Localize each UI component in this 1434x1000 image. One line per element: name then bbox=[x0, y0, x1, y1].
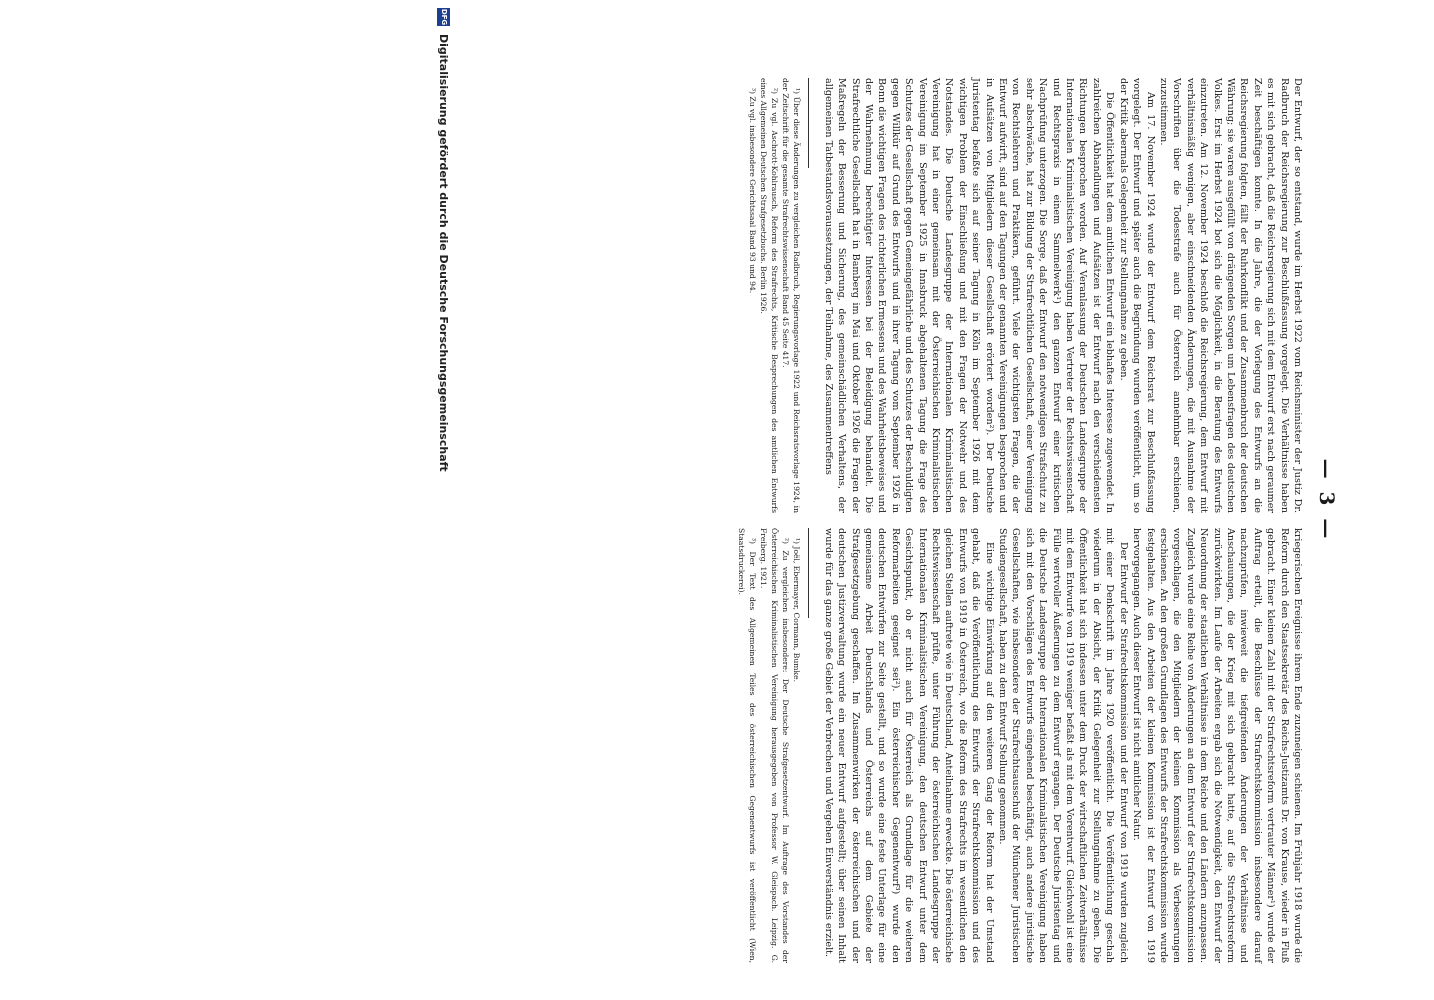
right-column bbox=[736, 528, 1304, 963]
footnote-divider bbox=[808, 528, 809, 618]
digitization-credit bbox=[434, 0, 454, 1000]
paragraph: Der Entwurf der Strafrechtskommission und der Entwurf von 1919 wurden zugleich mit einer Denkschrift im Jahre 1920 veröffentlicht. Die Veröffentlichung geschah wiederum in der Absicht, der Kritik Gelegenheit zur Stellungnahme zu geben. Die Öffentlichkeit hat sich indessen unter dem Druck der wirtschaftlichen Zeitverhältnisse mit dem Entwurfe von 1919 weniger befaßt als mit dem Vorentwurf. Gleichwohl ist eine Fülle wertvoller Äußerungen zu dem Entwurf ergangen. Der Deutsche Juristentag und die Deutsche Landesgruppe der Internationalen Kriminalistischen Vereinigung haben sich mit den Vorschlägen des Entwurfs eingehend beschäftigt, auch andere juristische Gesellschaften, wie insbesondere der Strafrechtsausschuß der Münchener Juristischen Studiengesellschaft, haben zu dem Entwurf Stellung genommen. bbox=[997, 528, 1129, 963]
footnote-divider bbox=[808, 78, 809, 168]
paragraph: Am 17. November 1924 wurde der Entwurf dem Reichsrat zur Beschlußfassung vorgelegt. Der Entwurf und später auch die Begründung wurden veröffentlicht, um so der Kritik abermals Gelegenheit zur Stellungnahme zu geben. bbox=[1117, 78, 1156, 513]
paragraph: kriegerischen Ereignisse ihrem Ende zuzuneigen schienen. Im Frühjahr 1918 wurde die Reform durch den Staatssekretär des Reichs-Justizamts Dr. von Krause, wieder in Fluß gebracht. Einer kleinen Zahl mit der Strafrechtsreform vertrauter Männer¹) wurde der Auftrag erteilt, die Beschlüsse der Strafrechtskommission insbesondere darauf nachzuprüfen, inwieweit die tiefgreifenden Änderungen der Verhältnisse und Anschauungen, die der Krieg mit sich gebracht hatte, auf die Strafrechtsreform zurückwirkten. Im Laufe der Arbeiten ergab sich die Notwendigkeit, den Entwurf der Neuordnung der staatlichen Verhältnisse in dem Reiche und den Ländern anzupassen. Zugleich wurde eine Reihe von Änderungen an dem Entwurf der Strafrechtskommission vorgeschlagen, die den Mitgliedern der kleinen Kommission als Verbesserungen erschienen. An den großen Grundlagen des Entwurfs der Strafrechtskommission wurde festgehalten. Aus den Arbeiten der kleinen Kommission ist der Entwurf von 1919 hervorgegangen. Auch dieser Entwurf ist nicht amtlicher Natur. bbox=[1131, 528, 1303, 963]
left-column bbox=[747, 78, 1304, 513]
page-number: — 3 — bbox=[1315, 458, 1339, 542]
footnote: ³) Zu vgl. insbesondere Gerichtssaal Band 93 und 94. bbox=[748, 88, 758, 294]
dfg-logo: DFG bbox=[438, 8, 451, 26]
footnotes bbox=[747, 78, 802, 513]
paragraph: Die Öffentlichkeit hat dem amtlichen Entwurf ein lebhaftes Interesse zugewendet. In zahlreichen Abhandlungen und Aufsätzen ist der Entwurf nach den verschiedensten Richtungen besprochen worden. Auf Veranlassung der Deutschen Landesgruppe der Internationalen Kriminalistischen Vereinigung haben Vertreter der Rechtswissenschaft und Rechtspraxis in einem Sammelwerk¹) den ganzen Entwurf einer kritischen Nachprüfung unterzogen. Die Sorge, daß der Entwurf den notwendigen Strafschutz zu sehr abschwäche, hat zur Bildung der Strafrechtlichen Gesellschaft, einer Vereinigung von Rechtslehrern und Praktikern, geführt. Viele der wichtigsten Fragen, die der Entwurf aufwirft, sind auf den Tagungen der genannten Vereinigungen besprochen und in Aufsätzen von Mitgliedern dieser Gesellschaft erörtert worden²). Der Deutsche Juristentag befaßte sich auf seiner Tagung in Köln im September 1926 mit dem wichtigen Problem der Einschließung und mit den Fragen der Notwehr und des Notstandes. Die Deutsche Landesgruppe der Internationalen Kriminalistischen Vereinigung hat in einer gemeinsam mit der Österreichischen Kriminalistischen Vereinigung im September 1925 in Innsbruck abgehaltenen Tagung die Frage des Schutzes der Gesellschaft gegen Gemeingefährliche und des Schutzes der Beschuldigten gegen Willkür auf Grund des Entwurfs und in ihrer Tagung vom September 1926 in Bonn die wichtigen Fragen des richterlichen Ermessens und des Wahrheitsbeweises und der Wahrnehmung berechtigter Interessen bei der Beleidigung behandelt. Die Strafrechtliche Gesellschaft hat in Bamberg im Mai und Oktober 1926 die Fragen der Maßregeln der Besserung und Sicherung, des gemeinschädlichen Verhaltens, der allgemeinen Tatbestandsvoraussetzungen, der Teilnahme, des Zusammentreffens bbox=[822, 78, 1116, 513]
footnote: ²) Zu vgl. Aschrott-Kohlrausch, Reform des Strafrechts, Kritische Besprechungen des amtlichen Entwurfs eines Allgemeinen Deutschen Strafgesetzbuchs. Berlin 1926. bbox=[759, 78, 780, 513]
credit-text: Digitalisierung gefördert durch die Deutsche Forschungsgemeinschaft bbox=[437, 34, 451, 472]
footnotes bbox=[736, 528, 802, 963]
paragraph: Eine wichtige Einwirkung auf den weiteren Gang der Reform hat der Umstand gehabt, daß die Veröffentlichung des Entwurfs der Strafrechtskommission und des Entwurfs von 1919 in Österreich, wo die Reform des Strafrechts im wesentlichen den gleichen Stellen auftrete wie in Deutschland, Anteilnahme erweckte. Die österreichische Rechtswissenschaft prüfte, unter Führung der österreichischen Landesgruppe der Internationalen Kriminalistischen Vereinigung, den deutschen Entwurf unter dem Gesichtspunkt, ob er nicht auch für Österreich als Grundlage für die weiteren Reformarbeiten geeignet sei²). Ein österreichischer Gegenentwurf³) wurde den deutschen Entwürfen zur Seite gestellt, und so wurde eine feste Unterlage für eine gemeinsame Arbeit Deutschlands und Österreichs auf dem Gebiete der Strafgesetzgebung geschaffen. Im Zusammenwirken der österreichischen und der deutschen Justizverwaltung wurde ein neuer Entwurf aufgestellt; über seinen Inhalt wurde für das ganze große Gebiet der Verbrechen und Vergehen Einverständnis erzielt. bbox=[822, 528, 995, 963]
paragraph: Der Entwurf, der so entstand, wurde im Herbst 1922 vom Reichsminister der Justiz Dr. Radbruch der Reichsregierung zur Beschlußfassung vorgelegt. Die Verhältnisse haben es mit sich gebracht, daß die Reichsregierung sich mit dem Entwurf erst nach geraumer Zeit beschäftigen konnte. In die Jahre, die der Vorlegung des Entwurfs an die Reichsregierung folgten, fällt der Ruhrkonflikt und der Zusammenbruch der deutschen Währung; sie waren ausgefüllt von drängenden Sorgen um Lebensfragen des deutschen Volkes. Erst im Herbst 1924 bot sich die Möglichkeit, in die Beratung des Entwurfs einzutreten. Am 12. November 1924 beschloß die Reichsregierung, dem Entwurf mit verhältnismäßig wenigen, aber einschneidenden Änderungen, die mit Ausnahme der Vorschriften über die Todesstrafe auch für Österreich annehmbar erschienen, zuzustimmen. bbox=[1157, 78, 1303, 513]
footnote: ¹) Joël, Ebermayer, Cormann, Bumke. bbox=[792, 538, 802, 682]
footnote: ²) Zu vergleichen insbesondere: Der Deutsche Strafgesetzentwurf. Im Auftrage des Vorstandes der Österreichischen Kriminalistischen Vereinigung herausgegeben von Professor W. Gleispach. Leipzig. G. Freiberg. 1921. bbox=[759, 528, 791, 963]
footnote: ¹) Über diese Änderungen zu vergleichen Radbruch, Regierungsvorlage 1922 und Reichsratsvorlage 1924, in der Zeitschrift für die gesamte Strafrechtswissenschaft Band 45 Seite 417. bbox=[781, 78, 802, 513]
footnote: ³) Der Text des Allgemeinen Teiles des österreichischen Gegenentwurfs ist veröffentlicht (Wien, Staatsdruckerei). bbox=[737, 528, 758, 963]
